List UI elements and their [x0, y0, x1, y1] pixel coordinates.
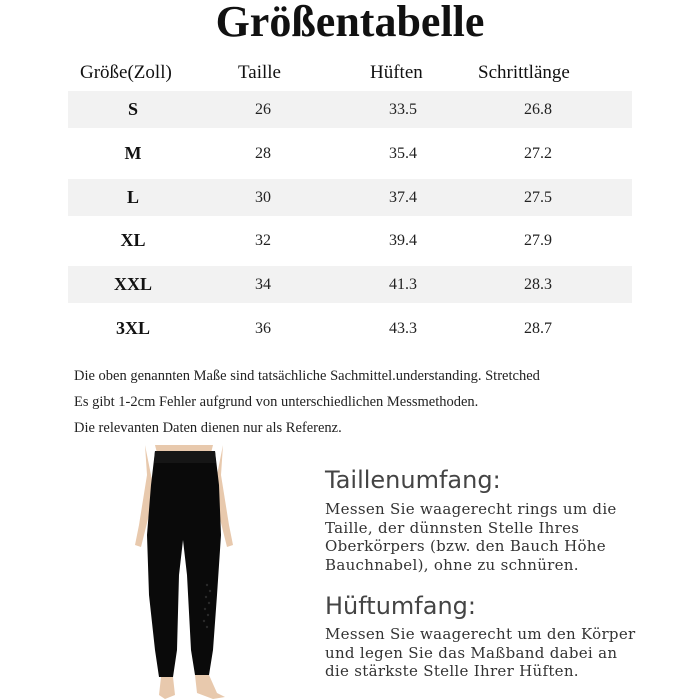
row-waist: 36 — [255, 320, 271, 337]
row-inseam: 27.2 — [524, 145, 552, 162]
header-hips: Hüften — [370, 62, 423, 83]
leggings-model-illustration — [125, 445, 245, 700]
note-line-3: Die relevanten Daten dienen nur als Referenz. — [74, 420, 342, 436]
row-hips: 41.3 — [389, 276, 417, 293]
hip-description: Messen Sie waagerecht um den Körper und legen Sie das Maßband dabei an die stärkste Stelle Ihrer Hüften. — [325, 625, 636, 680]
table-row — [68, 179, 632, 216]
row-hips: 33.5 — [389, 101, 417, 118]
row-inseam: 28.7 — [524, 320, 552, 337]
row-inseam: 27.9 — [524, 232, 552, 249]
waist-heading: Taillenumfang: — [325, 466, 501, 494]
row-waist: 30 — [255, 189, 271, 206]
row-size: XL — [120, 230, 146, 250]
row-waist: 26 — [255, 101, 271, 118]
page-title: Größentabelle — [215, 0, 485, 46]
row-size: 3XL — [115, 318, 150, 338]
row-hips: 39.4 — [389, 232, 417, 249]
waist-description: Messen Sie waagerecht rings um die Taille, der dünnsten Stelle Ihres Oberkörpers (bzw. den Bauch Höhe Bauchnabel), ohne zu schnüren. — [325, 500, 617, 574]
table-row — [68, 135, 632, 172]
row-hips: 43.3 — [389, 320, 417, 337]
note-line-2: Es gibt 1-2cm Fehler aufgrund von unterschiedlichen Messmethoden. — [74, 394, 479, 410]
row-size: XXL — [113, 274, 152, 294]
table-row — [68, 222, 632, 259]
row-waist: 34 — [255, 276, 271, 293]
table-row — [68, 266, 632, 303]
table-row — [68, 91, 632, 128]
row-inseam: 27.5 — [524, 189, 552, 206]
header-inseam: Schrittlänge — [478, 62, 570, 83]
header-waist: Taille — [238, 62, 281, 83]
row-hips: 37.4 — [389, 189, 417, 206]
row-inseam: 26.8 — [524, 101, 552, 118]
row-size: S — [127, 99, 138, 119]
row-waist: 32 — [255, 232, 271, 249]
row-waist: 28 — [255, 145, 271, 162]
header-size: Größe(Zoll) — [80, 62, 172, 83]
hip-heading: Hüftumfang: — [325, 592, 476, 620]
note-line-1: Die oben genannten Maße sind tatsächliche Sachmittel.understanding. Stretched — [74, 368, 540, 384]
table-row — [68, 310, 632, 347]
row-inseam: 28.3 — [524, 276, 552, 293]
row-hips: 35.4 — [389, 145, 417, 162]
row-size: M — [124, 143, 142, 163]
row-size: L — [126, 187, 139, 207]
